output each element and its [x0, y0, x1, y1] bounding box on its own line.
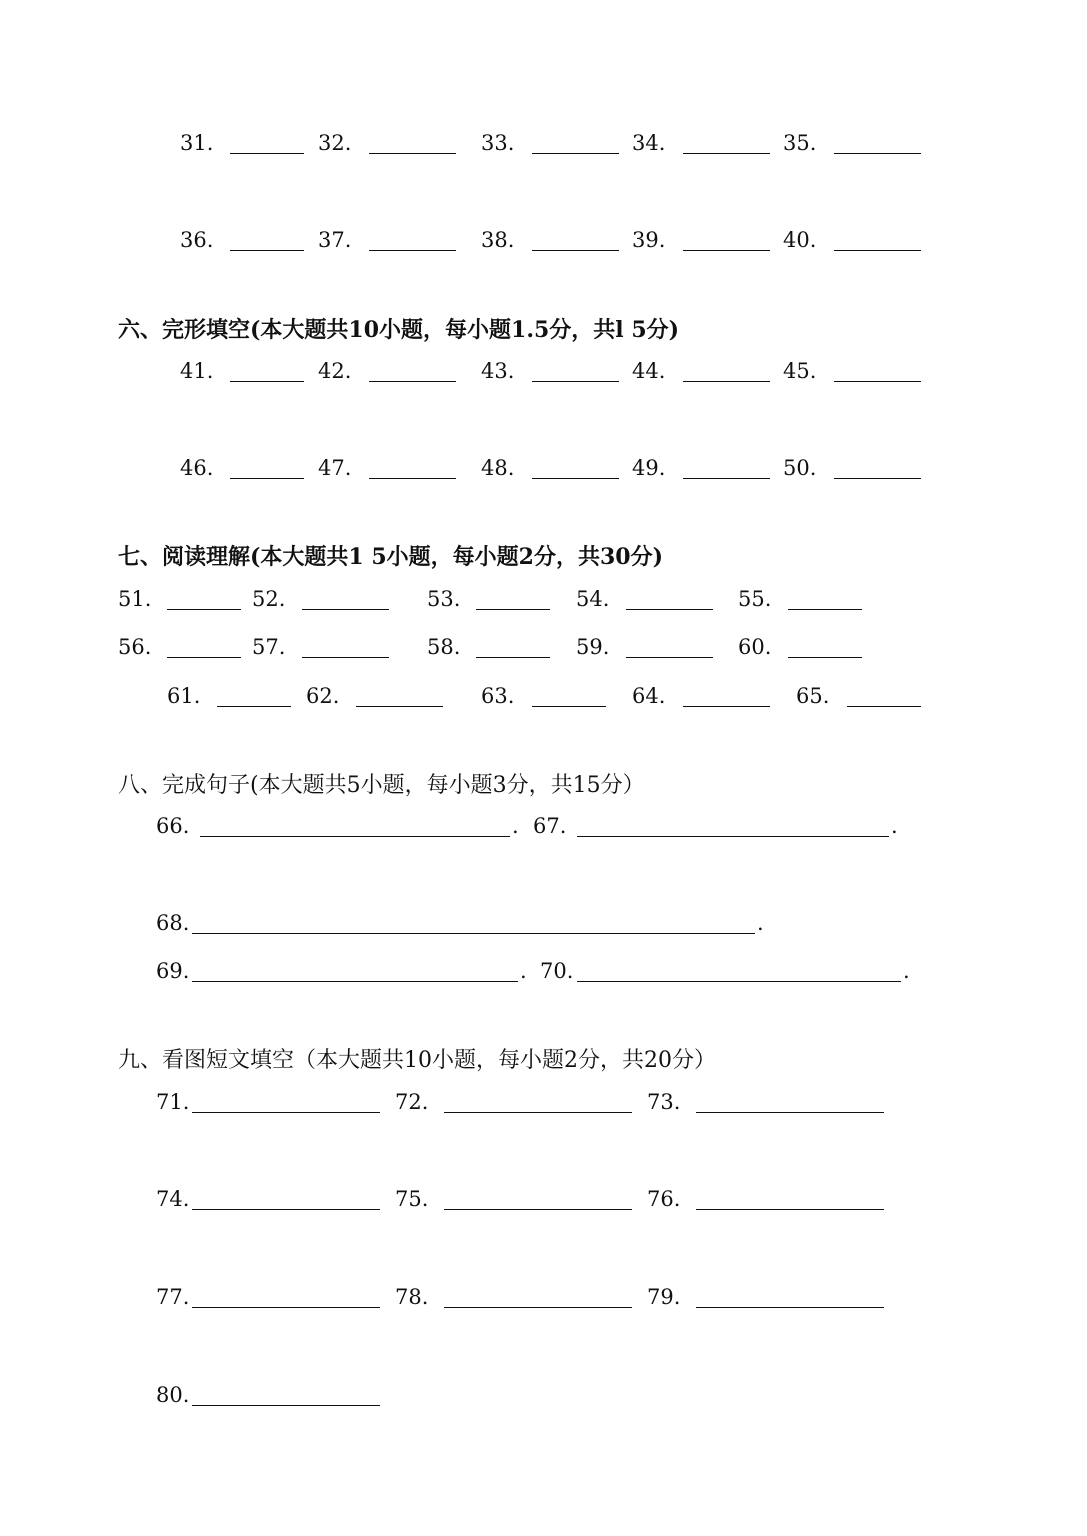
item-number: 42. [318, 359, 352, 383]
answer-blank[interactable] [834, 250, 921, 251]
item-number: 43. [481, 359, 515, 383]
answer-blank[interactable] [683, 250, 770, 251]
item-number: 65. [796, 684, 830, 708]
answer-blank[interactable] [834, 478, 921, 479]
answer-blank[interactable] [696, 1209, 884, 1210]
item-number: 80. [156, 1383, 190, 1407]
trailing-period: . [512, 814, 519, 838]
item-number: 34. [632, 131, 666, 155]
answer-blank[interactable] [192, 1405, 380, 1406]
answer-blank[interactable] [444, 1112, 632, 1113]
answer-blank[interactable] [696, 1307, 884, 1308]
trailing-period: . [520, 959, 527, 983]
answer-blank[interactable] [577, 981, 901, 982]
answer-blank[interactable] [847, 706, 921, 707]
answer-blank[interactable] [200, 836, 510, 837]
answer-blank[interactable] [532, 478, 619, 479]
item-number: 62. [306, 684, 340, 708]
item-number: 67. [533, 814, 567, 838]
answer-blank[interactable] [788, 657, 862, 658]
item-number: 60. [738, 635, 772, 659]
item-number: 44. [632, 359, 666, 383]
item-number: 33. [481, 131, 515, 155]
item-number: 61. [167, 684, 201, 708]
item-number: 46. [180, 456, 214, 480]
item-number: 35. [783, 131, 817, 155]
answer-blank[interactable] [230, 153, 304, 154]
item-number: 72. [395, 1090, 429, 1114]
trailing-period: . [903, 959, 910, 983]
item-number: 58. [427, 635, 461, 659]
item-number: 75. [395, 1187, 429, 1211]
item-number: 57. [252, 635, 286, 659]
answer-blank[interactable] [532, 153, 619, 154]
item-number: 69. [156, 959, 190, 983]
answer-blank[interactable] [369, 250, 456, 251]
answer-blank[interactable] [683, 381, 770, 382]
item-number: 47. [318, 456, 352, 480]
answer-blank[interactable] [577, 836, 889, 837]
item-number: 66. [156, 814, 190, 838]
item-number: 41. [180, 359, 214, 383]
answer-blank[interactable] [683, 478, 770, 479]
answer-blank[interactable] [167, 657, 241, 658]
answer-blank[interactable] [683, 706, 770, 707]
item-number: 38. [481, 228, 515, 252]
answer-blank[interactable] [834, 381, 921, 382]
answer-blank[interactable] [476, 657, 550, 658]
answer-blank[interactable] [476, 609, 550, 610]
item-number: 77. [156, 1285, 190, 1309]
answer-blank[interactable] [834, 153, 921, 154]
answer-blank[interactable] [626, 657, 713, 658]
item-number: 31. [180, 131, 214, 155]
item-number: 51. [118, 587, 152, 611]
item-number: 55. [738, 587, 772, 611]
trailing-period: . [757, 911, 764, 935]
item-number: 40. [783, 228, 817, 252]
section-heading-cloze: 六、完形填空(本大题共10小题，每小题1.5分，共l 5分) [118, 317, 680, 343]
item-number: 52. [252, 587, 286, 611]
answer-blank[interactable] [302, 657, 389, 658]
item-number: 74. [156, 1187, 190, 1211]
answer-blank[interactable] [302, 609, 389, 610]
answer-blank[interactable] [696, 1112, 884, 1113]
item-number: 50. [783, 456, 817, 480]
section-heading-reading: 七、阅读理解(本大题共1 5小题，每小题2分，共30分) [118, 544, 664, 570]
answer-blank[interactable] [683, 153, 770, 154]
item-number: 71. [156, 1090, 190, 1114]
trailing-period: . [891, 814, 898, 838]
answer-blank[interactable] [444, 1307, 632, 1308]
answer-blank[interactable] [230, 381, 304, 382]
item-number: 76. [647, 1187, 681, 1211]
item-number: 49. [632, 456, 666, 480]
item-number: 64. [632, 684, 666, 708]
answer-blank[interactable] [217, 706, 291, 707]
answer-blank[interactable] [167, 609, 241, 610]
item-number: 56. [118, 635, 152, 659]
item-number: 59. [576, 635, 610, 659]
item-number: 54. [576, 587, 610, 611]
answer-blank[interactable] [626, 609, 713, 610]
answer-blank[interactable] [369, 153, 456, 154]
answer-blank[interactable] [532, 250, 619, 251]
item-number: 73. [647, 1090, 681, 1114]
answer-blank[interactable] [532, 381, 619, 382]
item-number: 79. [647, 1285, 681, 1309]
item-number: 45. [783, 359, 817, 383]
answer-blank[interactable] [192, 981, 518, 982]
answer-blank[interactable] [369, 381, 456, 382]
answer-blank[interactable] [444, 1209, 632, 1210]
section-heading-picture-cloze: 九、看图短文填空（本大题共10小题，每小题2分，共20分） [118, 1048, 716, 1073]
item-number: 63. [481, 684, 515, 708]
answer-blank[interactable] [230, 250, 304, 251]
answer-blank[interactable] [230, 478, 304, 479]
item-number: 78. [395, 1285, 429, 1309]
item-number: 70. [540, 959, 574, 983]
item-number: 32. [318, 131, 352, 155]
item-number: 53. [427, 587, 461, 611]
item-number: 37. [318, 228, 352, 252]
item-number: 68. [156, 911, 190, 935]
answer-blank[interactable] [192, 933, 755, 934]
answer-blank[interactable] [788, 609, 862, 610]
answer-blank[interactable] [192, 1209, 380, 1210]
item-number: 39. [632, 228, 666, 252]
item-number: 36. [180, 228, 214, 252]
answer-blank[interactable] [532, 706, 606, 707]
answer-blank[interactable] [369, 478, 456, 479]
item-number: 48. [481, 456, 515, 480]
answer-blank[interactable] [356, 706, 443, 707]
answer-blank[interactable] [192, 1307, 380, 1308]
section-heading-sentences: 八、完成句子(本大题共5小题，每小题3分，共15分） [118, 773, 645, 798]
answer-blank[interactable] [192, 1112, 380, 1113]
